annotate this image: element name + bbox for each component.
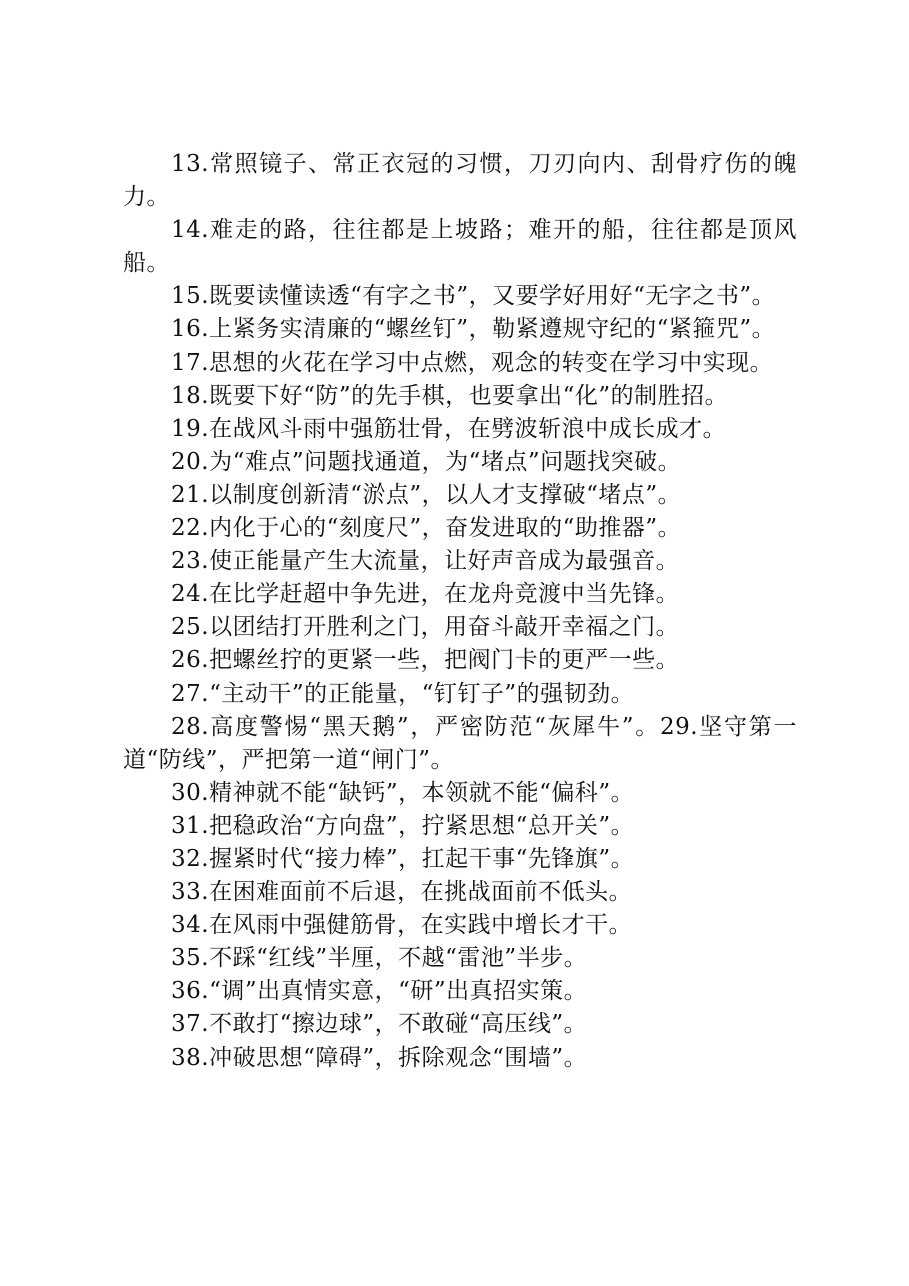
paragraph-16: 16.上紧务实清廉的“螺丝钉”，勒紧遵规守纪的“紧箍咒”。 bbox=[171, 316, 776, 343]
paragraph-13: 13.常照镜子、常正衣冠的习惯，刀刃向内、刮骨疗伤的魄力。 bbox=[123, 151, 797, 211]
paragraph-35: 35.不踩“红线”半厘，不越“雷池”半步。 bbox=[171, 945, 588, 972]
paragraph-31: 31.把稳政治“方向盘”，拧紧思想“总开关”。 bbox=[171, 812, 635, 839]
paragraph-30: 30.精神就不能“缺钙”，本领就不能“偏科”。 bbox=[171, 779, 635, 806]
paragraph-17: 17.思想的火花在学习中点燃，观念的转变在学习中实现。 bbox=[171, 349, 774, 376]
paragraph-23: 23.使正能量产生大流量，让好声音成为最强音。 bbox=[171, 548, 680, 575]
paragraph-15: 15.既要读懂读透“有字之书”，又要学好用好“无字之书”。 bbox=[171, 283, 776, 310]
document-body bbox=[123, 148, 797, 1075]
paragraph-21: 21.以制度创新清“淤点”，以人才支撑破“堵点”。 bbox=[171, 481, 682, 508]
paragraph-22: 22.内化于心的“刻度尺”，奋发进取的“助推器”。 bbox=[171, 515, 682, 542]
paragraph-18: 18.既要下好“防”的先手棋，也要拿出“化”的制胜招。 bbox=[171, 382, 729, 409]
paragraph-24: 24.在比学赶超中争先进，在龙舟竞渡中当先锋。 bbox=[171, 581, 680, 608]
paragraph-27: 27.“主动干”的正能量，“钉钉子”的强韧劲。 bbox=[171, 680, 635, 707]
paragraph-37: 37.不敢打“擦边球”，不敢碰“高压线”。 bbox=[171, 1011, 588, 1038]
paragraph-33: 33.在困难面前不后退，在挑战面前不低头。 bbox=[171, 879, 633, 906]
paragraph-20: 20.为“难点”问题找通道，为“堵点”问题找突破。 bbox=[171, 448, 682, 475]
paragraph-25: 25.以团结打开胜利之门，用奋斗敲开幸福之门。 bbox=[171, 614, 680, 641]
paragraph-28-29: 28.高度警惕“黑天鹅”，严密防范“灰犀牛”。29.坚守第一道“防线”，严把第一道“闸门”。 bbox=[123, 713, 797, 773]
paragraph-36: 36.“调”出真情实意，“研”出真招实策。 bbox=[171, 978, 588, 1005]
paragraph-38: 38.冲破思想“障碍”，拆除观念“围墙”。 bbox=[171, 1044, 588, 1071]
paragraph-26: 26.把螺丝拧的更紧一些，把阀门卡的更严一些。 bbox=[171, 647, 680, 674]
paragraph-34: 34.在风雨中强健筋骨，在实践中增长才干。 bbox=[171, 912, 633, 939]
paragraph-14: 14.难走的路，往往都是上坡路；难开的船，往往都是顶风船。 bbox=[123, 217, 797, 277]
paragraph-19: 19.在战风斗雨中强筋壮骨，在劈波斩浪中成长成才。 bbox=[171, 415, 727, 442]
paragraph-32: 32.握紧时代“接力棒”，扛起干事“先锋旗”。 bbox=[171, 845, 635, 872]
